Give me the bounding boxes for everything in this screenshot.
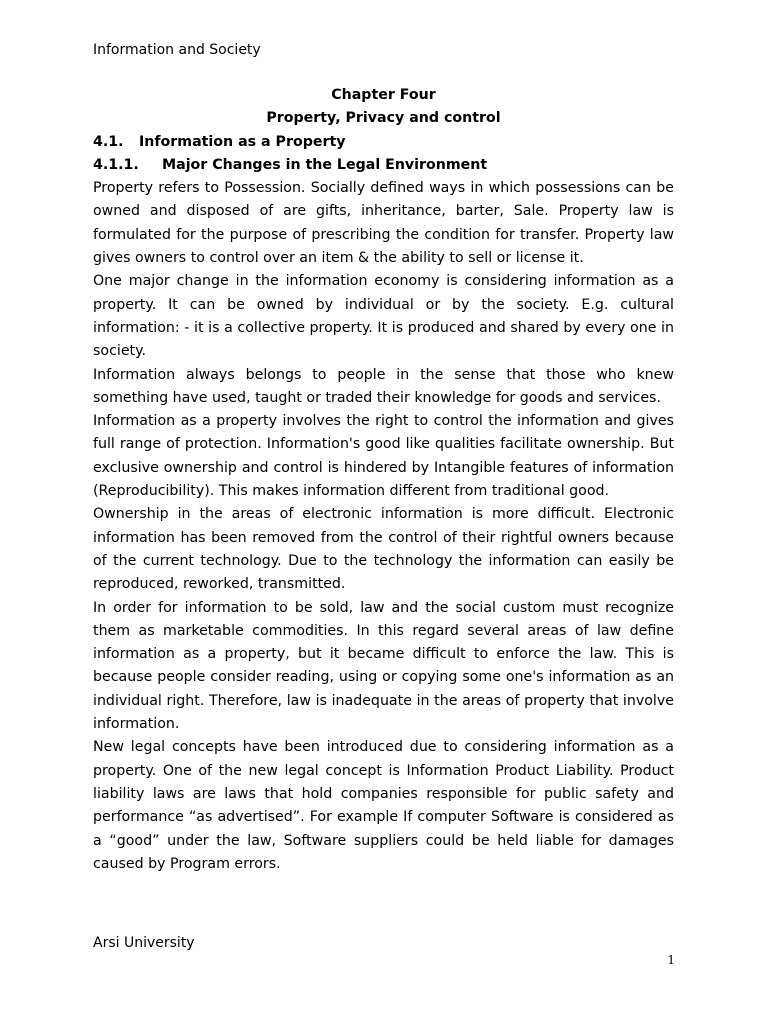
paragraph: Property refers to Possession. Socially defined ways in which possessions can be owned and disposed of are gifts, inheritance, barter, Sale. Property law is formulated for the purpose of prescribing the condition for transfer. Property law gives owners to control over an item & the ability to sell or license it. bbox=[93, 180, 674, 267]
section-number: 4.1.1. bbox=[93, 156, 139, 173]
chapter-subtitle: Property, Privacy and control bbox=[266, 110, 501, 127]
section-heading-4-1 bbox=[93, 131, 674, 154]
paragraph: Information as a property involves the right to control the information and gives full range of protection. Information's good like qualities facilitate ownership. But exclusive ownership and control is hindered by Intangible features of information (Reproducibility). This makes information different from traditional good. bbox=[93, 413, 674, 500]
section-heading-4-1-1 bbox=[93, 154, 674, 177]
page-footer: Arsi University bbox=[93, 935, 195, 951]
paragraph: In order for information to be sold, law and the social custom must recognize them as marketable commodities. In this regard several areas of law define information as a property, but it became difficult to enforce the law. This is because people consider reading, using or copying some one's information as an individual right. Therefore, law is inadequate in the areas of property that involve information. bbox=[93, 599, 674, 733]
page-body bbox=[93, 84, 674, 876]
page-header: Information and Society bbox=[93, 42, 261, 58]
paragraph: New legal concepts have been introduced due to considering information as a property. One of the new legal concept is Information Product Liability. Product liability laws are laws that hold companies responsible for public safety and performance “as advertised”. For example If computer Software is considered as a “good” under the law, Software suppliers could be held liable for damages caused by Program errors. bbox=[93, 739, 674, 872]
paragraph: Ownership in the areas of electronic information is more difficult. Electronic information has been removed from the control of their rightful owners because of the current technology. Due to the technology the information can easily be reproduced, reworked, transmitted. bbox=[93, 506, 674, 593]
paragraph: One major change in the information economy is considering information as a property. It can be owned by individual or by the society. E.g. cultural information: - it is a collective property. It is produced and shared by every one in society. bbox=[93, 273, 674, 360]
section-title: Information as a Property bbox=[139, 133, 346, 150]
chapter-title: Chapter Four bbox=[331, 87, 436, 103]
section-number: 4.1. bbox=[93, 133, 124, 150]
paragraph: Information always belongs to people in the sense that those who knew something have used, taught or traded their knowledge for goods and services. bbox=[93, 366, 674, 406]
section-title: Major Changes in the Legal Environment bbox=[162, 156, 488, 173]
page-number: 1 bbox=[667, 953, 675, 967]
